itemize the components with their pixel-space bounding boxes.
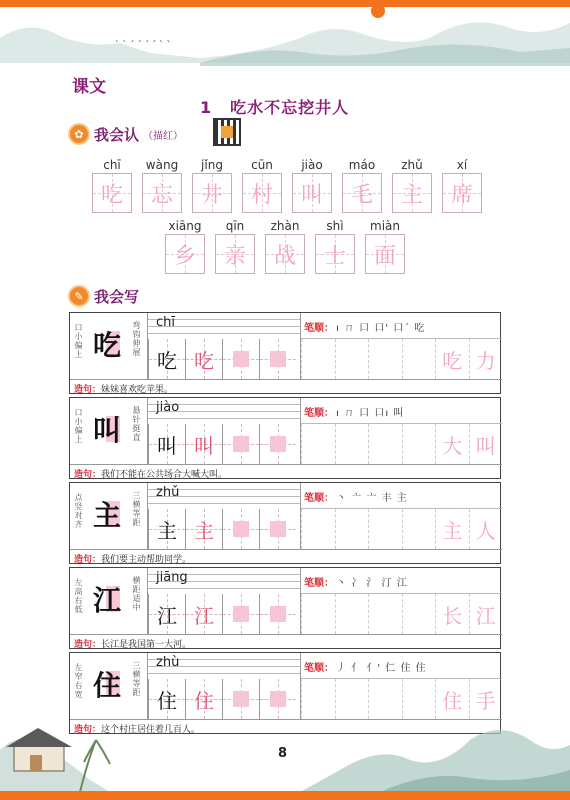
trace-ghost-mark xyxy=(233,351,249,367)
writing-cell[interactable] xyxy=(148,509,185,549)
pinyin-writing-grid xyxy=(148,568,300,634)
practice-cell[interactable] xyxy=(402,339,436,379)
stroke-order-panel xyxy=(300,398,501,464)
trace-ghost-mark xyxy=(233,691,249,707)
trace-character: 叫 xyxy=(194,433,214,458)
trace-ghost-mark xyxy=(233,436,249,452)
writing-cell[interactable] xyxy=(185,424,222,464)
trace-character: 乡 xyxy=(173,243,196,269)
practice-cell[interactable] xyxy=(435,509,469,549)
tian-grid-cell[interactable] xyxy=(215,234,255,274)
writing-cell[interactable] xyxy=(259,339,296,379)
character-model-panel xyxy=(70,398,148,464)
recognize-item xyxy=(140,157,184,213)
pinyin-label: wàng xyxy=(145,158,179,172)
stroke-sequence: 丶 亠 亠 丰 主 xyxy=(336,493,408,504)
model-big-character: 主 xyxy=(92,499,121,532)
model-character: 主 xyxy=(157,518,177,543)
writing-practice-row xyxy=(69,397,501,479)
pinyin-label: xiāng xyxy=(168,219,202,233)
svg-text:ˎ ˎ ˏ ˏ ˏ ˏ ˎ ˎ: ˎ ˎ ˏ ˏ ˏ ˏ ˎ ˎ xyxy=(115,33,172,43)
recognize-item xyxy=(263,218,307,274)
trace-character: 村 xyxy=(250,182,273,208)
writing-cell[interactable] xyxy=(222,339,259,379)
stroke-sequence: 丶 冫 氵 汀 江 xyxy=(336,578,408,589)
writing-cell[interactable] xyxy=(148,339,185,379)
word-trace-character: 手 xyxy=(475,688,496,713)
practice-cell[interactable] xyxy=(402,424,436,464)
write-title: 我会写 xyxy=(94,287,140,306)
tian-grid-cell[interactable] xyxy=(315,234,355,274)
pinyin-label: zhàn xyxy=(270,219,300,233)
trace-ghost-mark xyxy=(233,521,249,537)
stroke-order-line: 笔顺： 丶 冫 氵 汀 江 xyxy=(301,568,502,594)
recognize-title: 我会认 xyxy=(94,125,140,144)
pinyin-label: jiào xyxy=(301,158,323,172)
stroke-sequence: ı ㄇ 口 口ı 叫 xyxy=(336,408,405,419)
write-badge-icon: ✎ xyxy=(68,285,90,307)
word-trace-character: 力 xyxy=(475,348,496,373)
structure-tip-right: 横距适中 xyxy=(132,576,141,612)
example-sentence: 造句：妹妹喜欢吃苹果。 xyxy=(70,379,502,394)
trace-character: 士 xyxy=(323,243,346,269)
word-trace-character: 叫 xyxy=(475,433,496,458)
writing-cell[interactable] xyxy=(259,594,296,634)
structure-tip-right: 三横等距 xyxy=(132,661,141,697)
tian-grid-cell[interactable] xyxy=(365,234,405,274)
recognize-item xyxy=(240,157,284,213)
pinyin-label: máo xyxy=(348,158,376,172)
pinyin-label: zhǔ xyxy=(156,485,180,500)
recognize-item xyxy=(390,157,434,213)
writing-cell[interactable] xyxy=(222,424,259,464)
pinyin-label: chī xyxy=(103,158,121,172)
pinyin-label: xí xyxy=(456,158,468,172)
stroke-order-line: 笔顺： 丿 亻 亻' 仁 住 住 xyxy=(301,653,502,679)
writing-cell[interactable] xyxy=(148,424,185,464)
structure-tip-left: 口小偏上 xyxy=(74,408,83,444)
structure-tip-right: 三横等距 xyxy=(132,491,141,527)
pinyin-label: miàn xyxy=(370,219,400,233)
structure-tip-left: 口小偏上 xyxy=(74,323,83,359)
example-sentence: 造句：我们要主动帮助同学。 xyxy=(70,549,502,564)
tian-grid-cell[interactable] xyxy=(92,173,132,213)
word-trace-character: 住 xyxy=(442,688,463,713)
pinyin-label: shì xyxy=(326,219,344,233)
model-big-character: 叫 xyxy=(92,414,121,447)
pinyin-label: jiào xyxy=(156,400,180,415)
trace-character: 吃 xyxy=(194,348,214,373)
structure-tip-left: 左窄右宽 xyxy=(74,663,83,699)
tian-grid-cell[interactable] xyxy=(342,173,382,213)
model-character: 江 xyxy=(157,603,177,628)
trace-ghost-mark xyxy=(270,521,286,537)
recognize-heading xyxy=(68,123,183,145)
structure-tip-right: 弯钩伸展 xyxy=(132,321,141,357)
tian-grid-cell[interactable] xyxy=(265,234,305,274)
practice-cell[interactable] xyxy=(402,509,436,549)
trace-character: 吃 xyxy=(100,182,123,208)
writing-practice-row xyxy=(69,482,501,564)
trace-character: 叫 xyxy=(300,182,323,208)
qr-code-icon[interactable] xyxy=(213,118,241,146)
lesson-number: 1 xyxy=(200,98,213,117)
trace-ghost-mark xyxy=(270,351,286,367)
practice-cell[interactable] xyxy=(368,594,402,634)
recognize-item xyxy=(163,218,207,274)
pinyin-label: jiāng xyxy=(156,570,188,585)
character-model-panel xyxy=(70,483,148,549)
pinyin-label: jǐng xyxy=(201,158,223,172)
example-sentence: 造句：我们不能在公共场合大喊大叫。 xyxy=(70,464,502,479)
tian-grid-cell[interactable] xyxy=(142,173,182,213)
writing-practice-row xyxy=(69,312,501,394)
practice-cell[interactable] xyxy=(368,424,402,464)
trace-character: 战 xyxy=(273,243,296,269)
example-sentence: 造句：这个村庄居住着几百人。 xyxy=(70,719,502,734)
pinyin-label: qīn xyxy=(225,219,245,233)
top-accent-bar xyxy=(0,0,570,7)
trace-character: 主 xyxy=(400,182,423,208)
practice-cell[interactable] xyxy=(402,594,436,634)
tian-grid-cell[interactable] xyxy=(442,173,482,213)
writing-cell[interactable] xyxy=(259,509,296,549)
tian-grid-cell[interactable] xyxy=(292,173,332,213)
practice-cell[interactable] xyxy=(301,594,335,634)
pinyin-writing-grid xyxy=(148,483,300,549)
practice-cell[interactable] xyxy=(469,339,503,379)
trace-character: 住 xyxy=(194,688,214,713)
lesson-title xyxy=(200,95,349,118)
practice-cell[interactable] xyxy=(368,339,402,379)
word-trace-character: 人 xyxy=(475,518,496,543)
writing-cell[interactable] xyxy=(148,679,185,719)
pinyin-label: chī xyxy=(156,315,175,330)
tian-grid-cell[interactable] xyxy=(165,234,205,274)
trace-character: 面 xyxy=(373,243,396,269)
trace-character: 忘 xyxy=(150,182,173,208)
practice-cell[interactable] xyxy=(435,339,469,379)
recognize-item xyxy=(340,157,384,213)
model-big-character: 住 xyxy=(92,669,121,702)
writing-practice-row xyxy=(69,567,501,649)
writing-cell[interactable] xyxy=(185,509,222,549)
recognize-item xyxy=(363,218,407,274)
word-trace-character: 江 xyxy=(475,603,496,628)
trace-ghost-mark xyxy=(270,691,286,707)
example-sentence: 造句：长江是我国第一大河。 xyxy=(70,634,502,649)
recognize-badge-icon: ✿ xyxy=(68,123,90,145)
model-character: 住 xyxy=(157,688,177,713)
stroke-order-line: 笔顺： 丶 亠 亠 丰 主 xyxy=(301,483,502,509)
trace-character: 毛 xyxy=(350,182,373,208)
recognize-item xyxy=(290,157,334,213)
structure-tip-left: 点竖对齐 xyxy=(74,493,83,529)
practice-cell[interactable] xyxy=(335,424,369,464)
recognize-item xyxy=(440,157,484,213)
practice-cell[interactable] xyxy=(469,424,503,464)
practice-cell[interactable] xyxy=(368,509,402,549)
recognize-item xyxy=(213,218,257,274)
trace-ghost-mark xyxy=(270,436,286,452)
practice-cell[interactable] xyxy=(469,509,503,549)
section-title: 课文 xyxy=(72,77,106,97)
trace-character: 亲 xyxy=(223,243,246,269)
writing-cell[interactable] xyxy=(185,594,222,634)
stroke-order-panel xyxy=(300,483,501,549)
writing-cell[interactable] xyxy=(222,594,259,634)
stroke-order-panel xyxy=(300,313,501,379)
trace-ghost-mark xyxy=(270,606,286,622)
practice-cell[interactable] xyxy=(301,424,335,464)
character-model-panel xyxy=(70,313,148,379)
model-character: 吃 xyxy=(157,348,177,373)
structure-tip-left: 左高右低 xyxy=(74,578,83,614)
trace-character: 席 xyxy=(450,182,473,208)
structure-tip-right: 悬针挺直 xyxy=(132,406,141,442)
pinyin-writing-grid xyxy=(148,398,300,464)
writing-cell[interactable] xyxy=(222,509,259,549)
trace-character: 井 xyxy=(200,182,223,208)
recognize-item xyxy=(313,218,357,274)
practice-cell[interactable] xyxy=(469,594,503,634)
recognize-item xyxy=(190,157,234,213)
practice-cell[interactable] xyxy=(435,424,469,464)
stroke-order-line: 笔顺： ı ㄇ 口 口ı 叫 xyxy=(301,398,502,424)
word-trace-character: 长 xyxy=(442,603,463,628)
model-character: 叫 xyxy=(157,433,177,458)
recognize-item xyxy=(90,157,134,213)
practice-cell[interactable] xyxy=(301,339,335,379)
model-big-character: 吃 xyxy=(92,329,121,362)
recognize-subtitle: （描红） xyxy=(143,130,184,142)
trace-ghost-mark xyxy=(233,606,249,622)
writing-cell[interactable] xyxy=(185,679,222,719)
lesson-name: 吃水不忘挖井人 xyxy=(230,98,350,117)
stroke-sequence: ı ㄇ 口 口' 口ˊ 吃 xyxy=(336,323,426,334)
stroke-order-panel xyxy=(300,568,501,634)
writing-cell[interactable] xyxy=(148,594,185,634)
pinyin-label: zhù xyxy=(156,655,180,670)
bottom-accent-bar xyxy=(0,791,570,800)
word-trace-character: 主 xyxy=(442,518,463,543)
tian-grid-cell[interactable] xyxy=(192,173,232,213)
pinyin-label: zhǔ xyxy=(401,158,423,172)
practice-cell[interactable] xyxy=(435,594,469,634)
writing-cell[interactable] xyxy=(259,424,296,464)
tian-grid-cell[interactable] xyxy=(392,173,432,213)
character-model-panel xyxy=(70,568,148,634)
mountain-decoration-top xyxy=(0,8,570,68)
pinyin-writing-grid xyxy=(148,313,300,379)
practice-cell[interactable] xyxy=(335,339,369,379)
stroke-sequence: 丿 亻 亻' 仁 住 住 xyxy=(336,663,427,674)
page-number: 8 xyxy=(278,746,288,761)
word-trace-character: 吃 xyxy=(442,348,463,373)
trace-character: 江 xyxy=(194,603,214,628)
word-trace-character: 大 xyxy=(442,433,463,458)
writing-cell[interactable] xyxy=(185,339,222,379)
model-big-character: 江 xyxy=(92,584,121,617)
pinyin-label: cūn xyxy=(251,158,273,172)
practice-cell[interactable] xyxy=(301,509,335,549)
stroke-order-line: 笔顺： ı ㄇ 口 口' 口ˊ 吃 xyxy=(301,313,502,339)
trace-character: 主 xyxy=(194,518,214,543)
tian-grid-cell[interactable] xyxy=(242,173,282,213)
practice-cell[interactable] xyxy=(335,594,369,634)
practice-cell[interactable] xyxy=(335,509,369,549)
write-heading xyxy=(68,285,139,307)
